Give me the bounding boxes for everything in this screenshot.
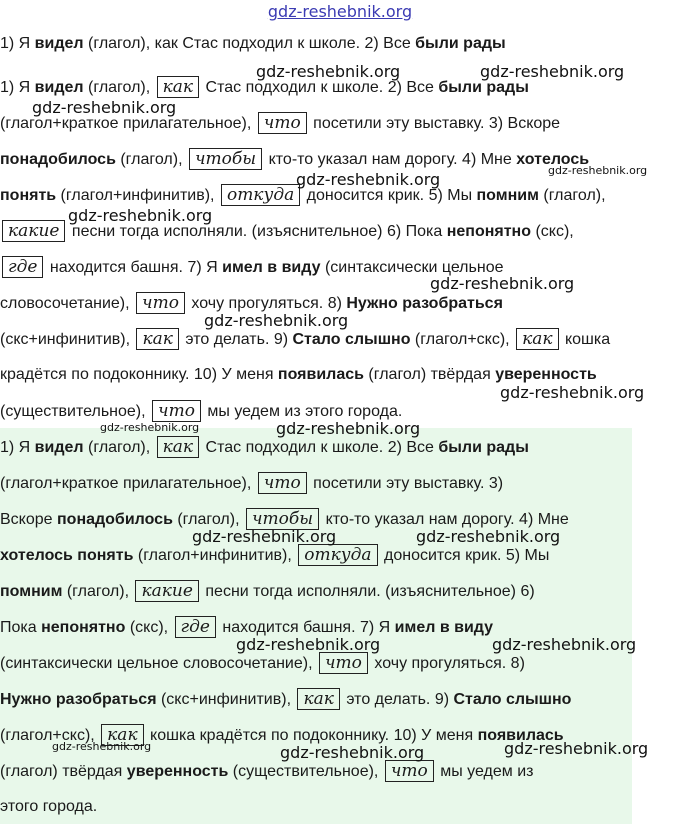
text: 1) Я bbox=[0, 439, 35, 456]
p2-line-8 bbox=[0, 688, 571, 711]
conjunction-box: как bbox=[101, 724, 143, 746]
text: Стас подходил к школе. 2) Все bbox=[201, 439, 439, 456]
text: (скс+инфинитив), bbox=[156, 691, 296, 708]
bold-text: имел в виду bbox=[394, 619, 494, 636]
text: (глагол) твёрдая bbox=[0, 763, 127, 780]
conjunction-box: какие bbox=[135, 580, 198, 602]
conjunction-box: что bbox=[319, 652, 368, 674]
text: хочу прогуляться. 8) bbox=[369, 655, 525, 672]
text: (глагол), bbox=[83, 439, 155, 456]
bold-text: непонятно bbox=[41, 619, 126, 636]
intro-line bbox=[0, 33, 506, 55]
p2-line-1 bbox=[0, 436, 529, 459]
conjunction-box: чтобы bbox=[189, 148, 262, 170]
text: (синтаксически цельное bbox=[320, 259, 504, 276]
p1-line-6 bbox=[0, 256, 503, 279]
text: (глагол) твёрдая bbox=[363, 366, 496, 383]
text: (глагол+краткое прилагательное), bbox=[0, 475, 256, 492]
conjunction-box: что bbox=[385, 760, 434, 782]
watermark: gdz-reshebnik.org bbox=[500, 383, 645, 402]
text: Стас подходил к школе. 2) Все bbox=[201, 79, 439, 96]
p1-line-8 bbox=[0, 328, 610, 351]
text: 1) Я bbox=[0, 79, 35, 96]
text: это делать. 9) bbox=[341, 691, 454, 708]
conjunction-box: что bbox=[136, 292, 185, 314]
conjunction-box: что bbox=[258, 112, 307, 134]
p2-line-5 bbox=[0, 580, 535, 603]
text: словосочетание), bbox=[0, 295, 134, 312]
text: (глагол+скс), bbox=[410, 331, 515, 348]
text: (глагол), bbox=[83, 79, 155, 96]
bold-text: понадобилось bbox=[57, 511, 173, 528]
text: (глагол+краткое прилагательное), bbox=[0, 115, 256, 132]
bold-text: непонятно bbox=[446, 223, 531, 240]
bold-text: Нужно разобраться bbox=[0, 691, 157, 708]
watermark: gdz-reshebnik.org bbox=[192, 527, 337, 546]
bold-text: понадобилось bbox=[0, 151, 116, 168]
header-watermark-link[interactable]: gdz-reshebnik.org bbox=[267, 2, 413, 21]
bold-text: были рады bbox=[438, 79, 529, 96]
text: посетили эту выставку. 3) bbox=[308, 475, 504, 492]
text: (глагол), bbox=[172, 511, 244, 528]
text: песни тогда исполняли. (изъяснительное) 6) bbox=[200, 583, 535, 600]
text: (глагол+скс), bbox=[0, 727, 100, 744]
bold-text: видел bbox=[34, 439, 84, 456]
bold-text: Стало слышно bbox=[292, 331, 411, 348]
conjunction-box: чтобы bbox=[246, 508, 319, 530]
conjunction-box: где bbox=[2, 256, 43, 278]
conjunction-box: что bbox=[258, 472, 307, 494]
text: мы уедем из этого города. bbox=[202, 403, 403, 420]
text: (скс), bbox=[125, 619, 173, 636]
watermark: gdz-reshebnik.org bbox=[492, 635, 637, 654]
bold-text: видел bbox=[34, 79, 84, 96]
conjunction-box: где bbox=[175, 616, 216, 638]
text: песни тогда исполняли. (изъяснительное) 6) Пока bbox=[67, 223, 447, 240]
watermark: gdz-reshebnik.org bbox=[68, 206, 213, 225]
watermark: gdz-reshebnik.org bbox=[32, 98, 177, 117]
bold-text: появилась bbox=[477, 727, 564, 744]
watermark: gdz-reshebnik.org bbox=[548, 164, 648, 177]
conjunction-box: что bbox=[152, 400, 201, 422]
p2-line-2 bbox=[0, 472, 503, 495]
watermark: gdz-reshebnik.org bbox=[280, 743, 425, 762]
conjunction-box: откуда bbox=[221, 184, 300, 206]
text: (глагол+инфинитив), bbox=[133, 547, 297, 564]
conjunction-box: откуда bbox=[298, 544, 377, 566]
text: (глагол+инфинитив), bbox=[56, 187, 219, 204]
text: (скс), bbox=[531, 223, 574, 240]
p1-line-3 bbox=[0, 148, 589, 171]
bold-text: уверенность bbox=[495, 366, 597, 383]
watermark: gdz-reshebnik.org bbox=[480, 62, 625, 81]
p2-line-10 bbox=[0, 760, 533, 783]
text: находится башня. 7) Я bbox=[217, 619, 395, 636]
text: Пока bbox=[0, 619, 42, 636]
conjunction-box: какие bbox=[2, 220, 65, 242]
text: кошка bbox=[560, 331, 611, 348]
p2-line-11 bbox=[0, 796, 97, 818]
text: (глагол), bbox=[538, 187, 606, 204]
text: доносится крик. 5) Мы bbox=[379, 547, 550, 564]
conjunction-box: как bbox=[157, 76, 199, 98]
text: Вскоре bbox=[0, 511, 57, 528]
watermark: gdz-reshebnik.org bbox=[276, 419, 421, 438]
watermark: gdz-reshebnik.org bbox=[296, 170, 441, 189]
text: посетили эту выставку. 3) Вскоре bbox=[308, 115, 561, 132]
text: (скс+инфинитив), bbox=[0, 331, 135, 348]
conjunction-box: как bbox=[157, 436, 199, 458]
conjunction-box: как bbox=[516, 328, 558, 350]
bold-text: Стало слышно bbox=[453, 691, 572, 708]
bold-text: появилась bbox=[277, 366, 364, 383]
text: 1) Я bbox=[0, 35, 35, 52]
watermark: gdz-reshebnik.org bbox=[52, 740, 152, 753]
text: мы уедем из bbox=[435, 763, 534, 780]
watermark: gdz-reshebnik.org bbox=[256, 62, 401, 81]
text: этого города. bbox=[0, 798, 98, 815]
watermark: gdz-reshebnik.org bbox=[504, 739, 649, 758]
text: кошка крадётся по подоконнику. 10) У меня bbox=[145, 727, 478, 744]
bold-text: понять bbox=[0, 187, 57, 204]
watermark: gdz-reshebnik.org bbox=[236, 635, 381, 654]
bold-text: помним bbox=[0, 583, 63, 600]
text: это делать. 9) bbox=[180, 331, 293, 348]
watermark: gdz-reshebnik.org bbox=[204, 311, 349, 330]
bold-text: видел bbox=[34, 35, 84, 52]
bold-text: помним bbox=[476, 187, 539, 204]
bold-text: Нужно разобраться bbox=[346, 295, 503, 312]
bold-text: были рады bbox=[415, 35, 506, 52]
bold-text: хотелось bbox=[516, 151, 590, 168]
text: (глагол), bbox=[115, 151, 187, 168]
text: кто-то указал нам дорогу. 4) Мне bbox=[264, 151, 517, 168]
text: крадётся по подоконнику. 10) У меня bbox=[0, 366, 278, 383]
text: (глагол), bbox=[62, 583, 134, 600]
text: кто-то указал нам дорогу. 4) Мне bbox=[321, 511, 569, 528]
watermark: gdz-reshebnik.org bbox=[430, 274, 575, 293]
bold-text: хотелось понять bbox=[0, 547, 134, 564]
bold-text: были рады bbox=[438, 439, 529, 456]
text: находится башня. 7) Я bbox=[45, 259, 223, 276]
text: (глагол), как Стас подходил к школе. 2) Все bbox=[83, 35, 416, 52]
conjunction-box: как bbox=[297, 688, 339, 710]
text: (существительное), bbox=[0, 403, 151, 420]
bold-text: имел в виду bbox=[222, 259, 321, 276]
text: доносится крик. 5) Мы bbox=[302, 187, 477, 204]
bold-text: уверенность bbox=[126, 763, 229, 780]
p2-line-4 bbox=[0, 544, 549, 567]
text: (существительное), bbox=[228, 763, 383, 780]
text: (синтаксически цельное словосочетание), bbox=[0, 655, 317, 672]
text: хочу прогуляться. 8) bbox=[186, 295, 347, 312]
watermark: gdz-reshebnik.org bbox=[416, 527, 561, 546]
watermark: gdz-reshebnik.org bbox=[100, 421, 200, 434]
p2-line-7 bbox=[0, 652, 525, 675]
conjunction-box: как bbox=[136, 328, 178, 350]
